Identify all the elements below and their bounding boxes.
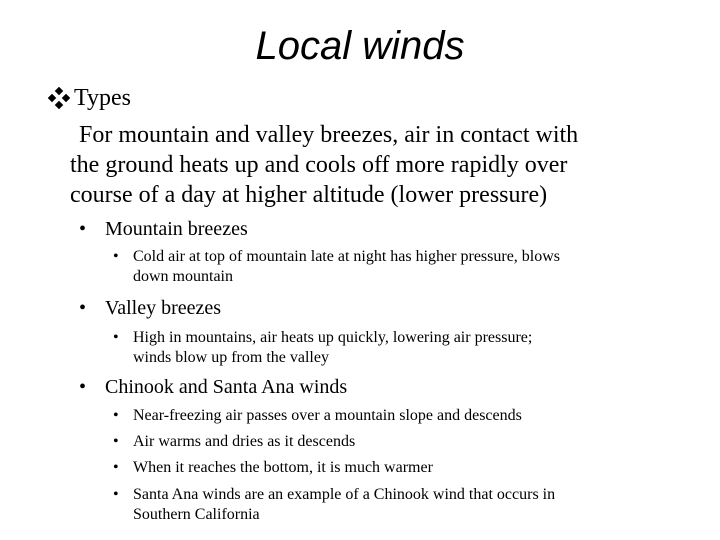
bullet-icon: • (113, 248, 119, 265)
list-item-text: When it reaches the bottom, it is much warmer (133, 459, 433, 476)
list-item-text: Air warms and dries as it descends (133, 433, 356, 450)
list-item-line: High in mountains, air heats up quickly, lowering air pressure; (133, 329, 533, 346)
section-label: Mountain breezes (105, 218, 248, 240)
bullet-icon: • (113, 459, 119, 476)
slide-title-text: Local winds (255, 24, 465, 68)
list-item (113, 458, 703, 478)
section-label: Valley breezes (105, 297, 222, 319)
list-item (113, 406, 703, 426)
list-item-text: Near-freezing air passes over a mountain slope and descends (133, 407, 522, 424)
list-item-line: winds blow up from the valley (133, 349, 329, 366)
list-item (113, 432, 703, 452)
intro-line: course of a day at higher altitude (lower pressure) (70, 182, 548, 208)
bullet-icon: • (79, 297, 87, 319)
list-item-line: Santa Ana winds are an example of a Chinook wind that occurs in (133, 486, 556, 503)
bullet-icon: • (79, 218, 87, 240)
types-heading-text: Types (74, 85, 131, 111)
list-item-text (133, 485, 688, 525)
list-item-text (133, 328, 688, 368)
list-item (113, 328, 703, 368)
list-item-text (133, 247, 688, 287)
section-chinook-santa-ana (79, 375, 347, 399)
intro-line: the ground heats up and cools off more rapidly over (70, 152, 568, 178)
list-item-line: Cold air at top of mountain late at night has higher pressure, blows (133, 248, 561, 265)
list-item-line: down mountain (133, 268, 233, 285)
types-heading (48, 84, 131, 112)
intro-paragraph (70, 120, 710, 210)
bullet-icon: • (113, 329, 119, 346)
bullet-icon: • (113, 486, 119, 503)
bullet-icon: • (113, 407, 119, 424)
slide-title (0, 22, 720, 70)
diamond-bullet-icon (48, 87, 70, 109)
list-item (113, 485, 703, 525)
section-valley-breezes (79, 296, 221, 320)
section-label: Chinook and Santa Ana winds (105, 376, 348, 398)
bullet-icon: • (113, 433, 119, 450)
list-item (113, 247, 703, 287)
list-item-line: Southern California (133, 506, 260, 523)
intro-line: For mountain and valley breezes, air in contact with (79, 122, 579, 148)
section-mountain-breezes (79, 217, 248, 241)
bullet-icon: • (79, 376, 87, 398)
